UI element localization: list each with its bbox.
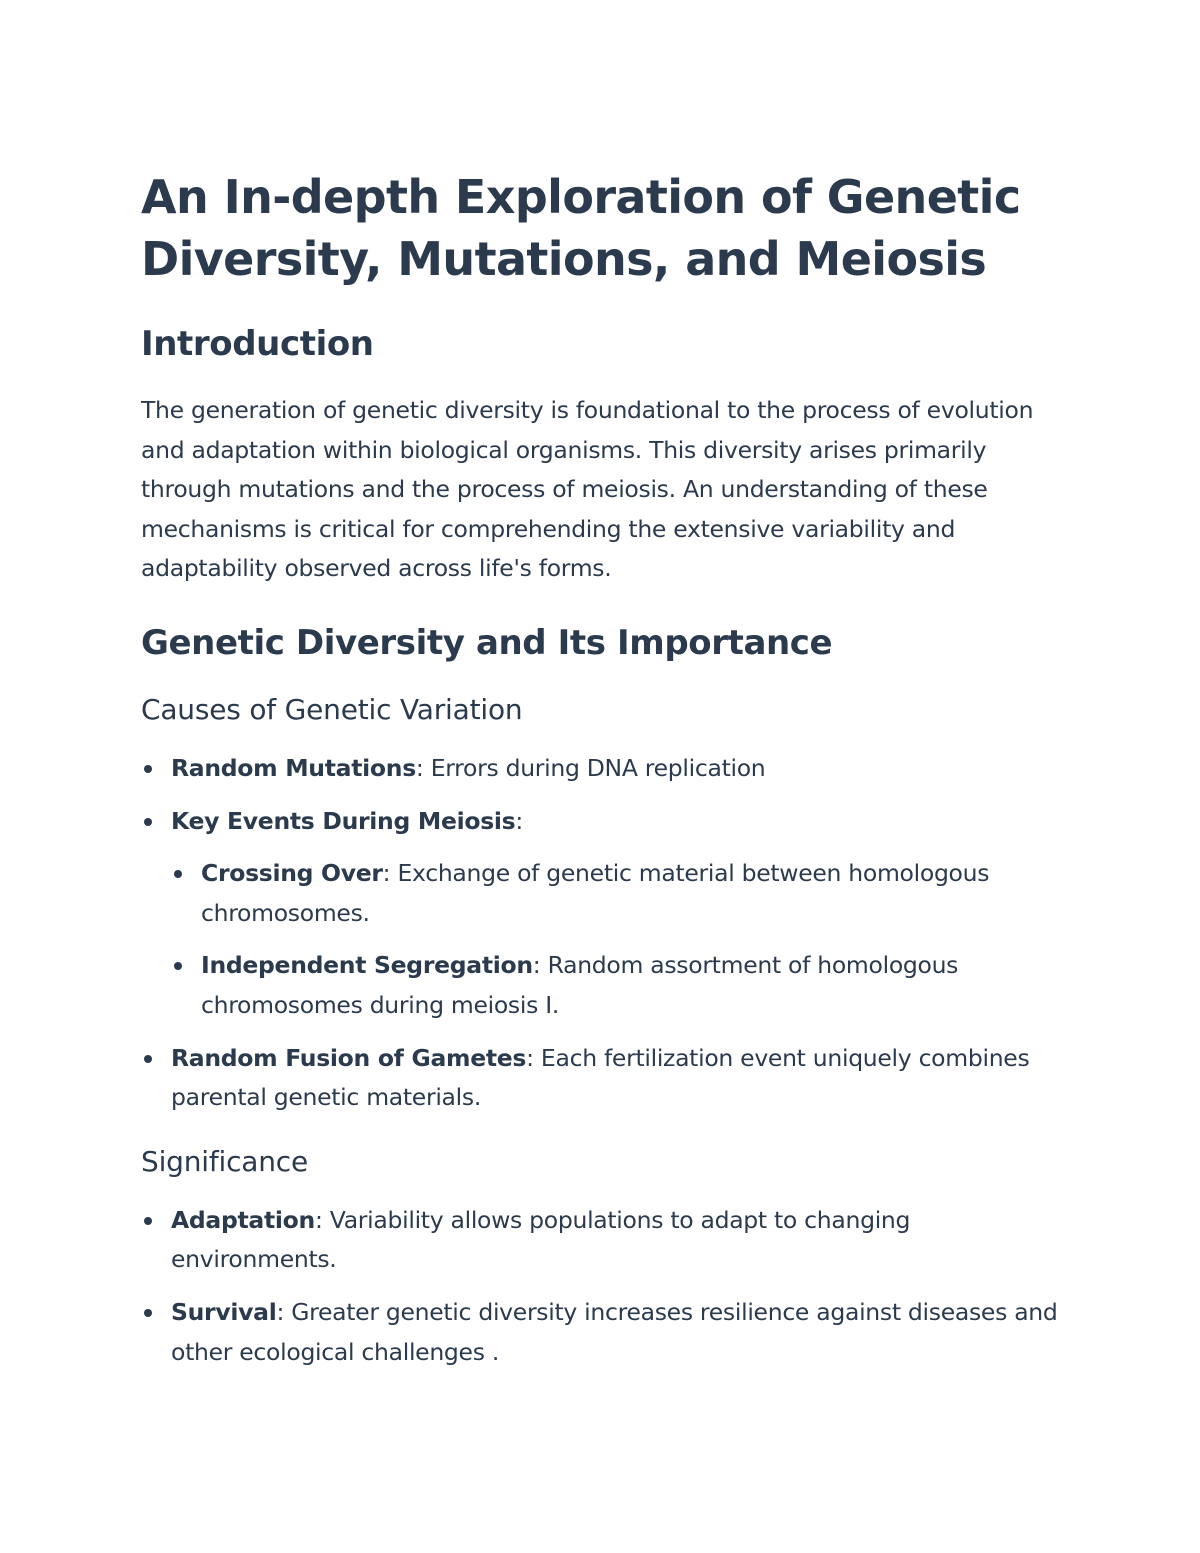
bullet-icon — [144, 1217, 152, 1225]
bullet-icon — [174, 962, 182, 970]
item-description: Errors during DNA replication — [430, 753, 766, 782]
item-description: Variability allows populations to adapt to changing environments. — [171, 1205, 911, 1274]
item-term: Random Fusion of Gametes — [171, 1043, 527, 1072]
bullet-icon — [144, 1309, 152, 1317]
item-term: Key Events During Meiosis — [171, 806, 516, 835]
bullet-icon — [144, 818, 152, 826]
item-term: Crossing Over — [201, 859, 383, 888]
list-item-crossing-over — [171, 854, 1071, 933]
item-separator: : — [515, 806, 523, 835]
item-separator: : — [276, 1297, 292, 1326]
item-description: Random assortment of homologous chromosomes during meiosis I. — [201, 951, 959, 1019]
document-page — [141, 166, 1071, 1385]
item-term: Random Mutations — [171, 753, 416, 782]
item-separator: : — [532, 951, 548, 980]
item-description: Exchange of genetic material between homologous chromosomes. — [201, 859, 990, 927]
list-item-survival — [141, 1293, 1071, 1372]
significance-list — [141, 1201, 1071, 1372]
document-title — [141, 166, 1071, 290]
list-item-independent-segregation — [171, 946, 1071, 1025]
item-term: Survival — [171, 1297, 277, 1326]
bullet-icon — [174, 870, 182, 878]
causes-list — [141, 749, 1071, 1118]
item-separator: : — [314, 1205, 330, 1234]
causes-heading: Causes of Genetic Variation — [141, 692, 523, 726]
list-item-random-fusion-gametes — [141, 1039, 1071, 1118]
bullet-icon — [144, 765, 152, 773]
significance-heading: Significance — [141, 1144, 309, 1178]
genetic-diversity-heading: Genetic Diversity and Its Importance — [141, 622, 833, 663]
list-item-random-mutations — [141, 749, 1071, 789]
title-line-2: Diversity, Mutations, and Meiosis — [141, 232, 987, 286]
meiosis-events-list — [171, 854, 1071, 1025]
list-item-key-events-meiosis — [141, 802, 1071, 1026]
introduction-heading: Introduction — [141, 324, 374, 364]
introduction-paragraph: The generation of genetic diversity is foundational to the process of evolution and adaptation within biological organisms. This diversity arises primarily through mutations and the process of meiosis. An understanding of these mechanisms is critical for comprehending the extensive variability and adaptability observed across life's forms. — [141, 396, 1034, 583]
list-item-adaptation — [141, 1201, 1071, 1280]
item-separator: : — [526, 1043, 541, 1072]
item-description: Each fertilization event uniquely combines parental genetic materials. — [171, 1043, 1030, 1112]
item-term: Adaptation — [171, 1205, 315, 1234]
bullet-icon — [144, 1055, 152, 1063]
item-description: Greater genetic diversity increases resilience against diseases and other ecological challenges . — [171, 1297, 1058, 1366]
item-term: Independent Segregation — [201, 951, 533, 980]
item-separator: : — [415, 753, 431, 782]
title-line-1: An In-depth Exploration of Genetic — [141, 170, 1021, 224]
item-separator: : — [382, 859, 398, 888]
